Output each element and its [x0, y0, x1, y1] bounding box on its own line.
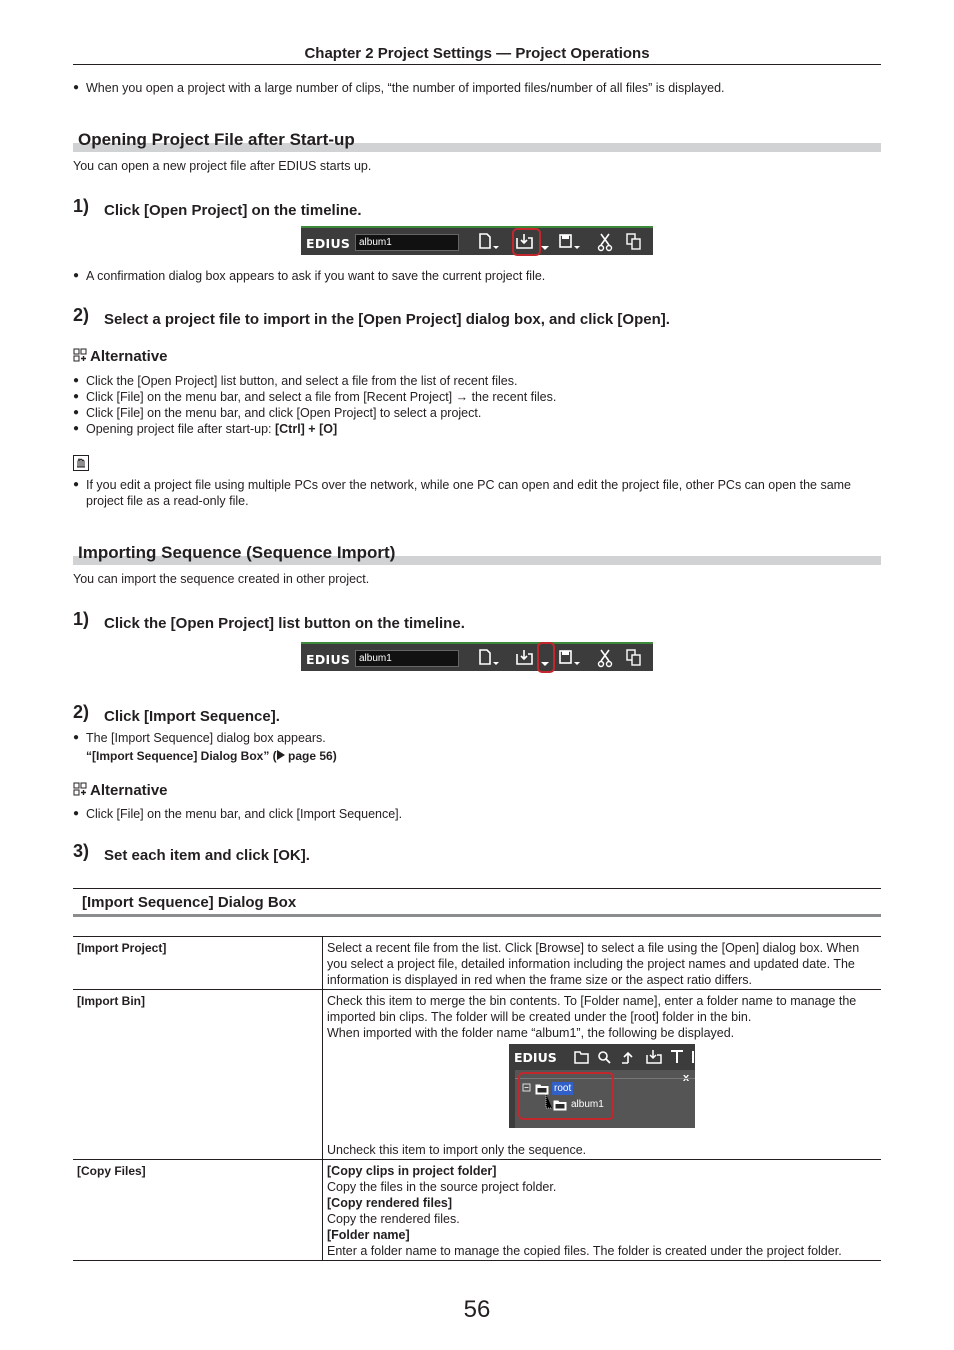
edius-logo: EDIUS: [514, 1050, 557, 1065]
bullet: ●: [73, 270, 80, 281]
alt-item-text: Click [File] on the menu bar, and click [Open Project] to select a project.: [86, 406, 482, 420]
option-text: Copy the rendered files.: [327, 1212, 460, 1226]
save-project-icon[interactable]: [557, 648, 583, 668]
step-number: 3): [73, 841, 90, 861]
section1-heading: [73, 132, 881, 152]
header-rule: [73, 64, 881, 65]
row-value-text: Check this item to merge the bin contents. To [Folder name], enter a folder name to manage the imported bin clips. The folder will be created under the [root] folder in the bin.: [327, 994, 857, 1024]
note-icon: [73, 455, 89, 471]
bullet: ●: [73, 82, 80, 93]
section2-step3: [73, 841, 881, 867]
bin-window-screenshot: [509, 1044, 695, 1128]
page-reference[interactable]: [86, 749, 337, 763]
highlight-folder-tree: [518, 1072, 614, 1120]
row-value: Select a recent file from the list. Click [Browse] to select a file using the [Open] dialog box. When you select a project file, detailed information including the project names and updated date. The information is displayed in red when the frame size or the aspect ratio differs.: [327, 941, 860, 987]
timeline-toolbar-1: [301, 226, 653, 255]
alternative-label: Alternative: [90, 782, 168, 799]
import-sequence-table: [73, 936, 881, 1261]
row-key: [Import Bin]: [73, 990, 323, 1160]
bullet: ●: [73, 407, 80, 418]
project-name-field[interactable]: album1: [355, 650, 459, 667]
timeline-toolbar-2: [301, 642, 653, 671]
bullet: ●: [73, 808, 80, 819]
section2-step2: [73, 702, 881, 728]
row-value-text-2: When imported with the folder name “album1”, the following be displayed.: [327, 1026, 735, 1040]
cut-icon[interactable]: [597, 648, 615, 668]
step-number: 1): [73, 609, 90, 629]
intro-note-text: When you open a project with a large number of clips, “the number of imported files/number of all files” is displayed.: [86, 81, 725, 95]
new-project-icon[interactable]: [477, 648, 503, 668]
bullet: ●: [73, 391, 80, 402]
highlight-open-project: [512, 228, 541, 256]
bullet: ●: [73, 732, 80, 743]
section1-step2: [73, 305, 881, 331]
bin-folder-panel: [515, 1070, 695, 1128]
alternative-label: Alternative: [90, 348, 168, 365]
section2-step1: [73, 609, 881, 635]
shortcut-keys: [Ctrl] + [O]: [274, 422, 338, 436]
row-key: [Import Project]: [73, 937, 323, 990]
edius-logo: EDIUS: [306, 236, 351, 251]
cut-icon[interactable]: [597, 232, 615, 252]
alternative-icon: [73, 782, 87, 796]
subsection-title: [Import Sequence] Dialog Box: [82, 894, 297, 911]
shortcut-prefix: Opening project file after start-up:: [86, 422, 275, 436]
highlight-open-project-list: [537, 642, 555, 673]
step1-note-text: A confirmation dialog box appears to ask if you want to save the current project file.: [86, 269, 546, 283]
table-row: [73, 990, 881, 1160]
section2-heading: [73, 545, 881, 565]
section2-alternative-heading: [73, 782, 168, 799]
option-text: Copy the files in the source project folder.: [327, 1180, 557, 1194]
section2-desc: You can import the sequence created in other project.: [73, 572, 370, 586]
bin-toolbar-icons: [573, 1048, 697, 1066]
step-text: Click [Import Sequence].: [104, 708, 280, 725]
bullet: ●: [73, 375, 80, 386]
row-value: [323, 990, 882, 1160]
subsection-top-rule: [73, 888, 881, 889]
save-project-icon[interactable]: [557, 232, 583, 252]
alt-item-text: Click [File] on the menu bar, and select a file from [Recent Project] → the recent files.: [86, 390, 557, 404]
bullet: ●: [73, 423, 80, 434]
option-text: Enter a folder name to manage the copied files. The folder is created under the project folder.: [327, 1244, 842, 1258]
step-text: Click the [Open Project] list button on the timeline.: [104, 615, 465, 632]
copy-icon[interactable]: [625, 648, 643, 668]
project-name-field[interactable]: album1: [355, 234, 459, 251]
copy-icon[interactable]: [625, 232, 643, 252]
page-arrow-icon: [277, 750, 285, 760]
alternative-icon: [73, 348, 87, 362]
step-text: Set each item and click [OK].: [104, 847, 310, 864]
page-number: 56: [463, 1296, 491, 1323]
step-number: 1): [73, 196, 90, 216]
reference-page: page 56): [284, 749, 337, 763]
alt-item-text: Click [File] on the menu bar, and click [Import Sequence].: [86, 807, 403, 821]
section1-title: Opening Project File after Start-up: [78, 130, 355, 149]
album-folder-label[interactable]: album1: [571, 1099, 604, 1110]
option-label: [Folder name]: [327, 1228, 410, 1242]
subsection-bottom-rule: [73, 914, 881, 917]
edius-logo: EDIUS: [306, 652, 351, 667]
step-text: Click [Open Project] on the timeline.: [104, 202, 362, 219]
bullet: ●: [73, 479, 80, 490]
root-folder-label[interactable]: root: [554, 1083, 572, 1094]
section1-desc: You can open a new project file after EDIUS starts up.: [73, 159, 372, 173]
step-number: 2): [73, 702, 90, 722]
option-label: [Copy rendered files]: [327, 1196, 453, 1210]
section1-step1: [73, 196, 881, 222]
table-row: [73, 1160, 881, 1261]
step-number: 2): [73, 305, 90, 325]
table-row: [73, 937, 881, 990]
row-key: [Copy Files]: [73, 1160, 323, 1261]
section1-alternative-heading: [73, 348, 168, 365]
step-text: Select a project file to import in the [Open Project] dialog box, and click [Open].: [104, 311, 670, 328]
row-value: [323, 1160, 882, 1261]
option-label: [Copy clips in project folder]: [327, 1164, 497, 1178]
row-value-text-3: Uncheck this item to import only the sequence.: [327, 1143, 587, 1157]
reference-text: “[Import Sequence] Dialog Box” (: [86, 749, 277, 763]
new-project-icon[interactable]: [477, 232, 503, 252]
note-text: If you edit a project file using multiple PCs over the network, while one PC can open and edit the project file, other PCs can open the same project file as a read-only file.: [86, 478, 852, 508]
alt-item-text: Click the [Open Project] list button, and select a file from the list of recent files.: [86, 374, 518, 388]
chapter-header: Chapter 2 Project Settings — Project Operations: [304, 45, 650, 62]
open-project-icon[interactable]: [514, 648, 538, 668]
step2-note-text: The [Import Sequence] dialog box appears.: [86, 731, 326, 745]
section2-title: Importing Sequence (Sequence Import): [78, 543, 396, 562]
